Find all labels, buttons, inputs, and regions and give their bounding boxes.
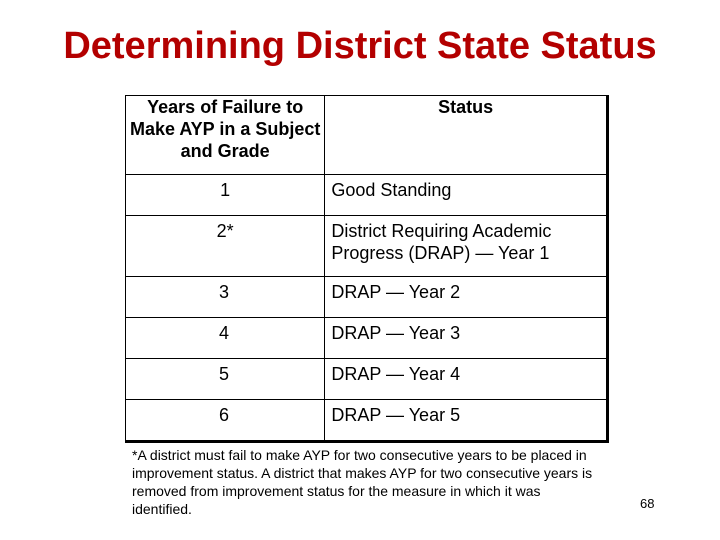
table-row [126, 318, 608, 359]
status-cell: DRAP — Year 5 [325, 400, 608, 442]
status-column-header: Status [325, 96, 608, 175]
status-cell: DRAP — Year 2 [325, 277, 608, 318]
years-cell: 3 [126, 277, 325, 318]
status-cell: Good Standing [325, 175, 608, 216]
status-cell: District Requiring Academic Progress (DRAP) — Year 1 [325, 216, 608, 277]
years-cell: 2* [126, 216, 325, 277]
years-cell: 5 [126, 359, 325, 400]
years-column-header: Years of Failure to Make AYP in a Subject and Grade [126, 96, 325, 175]
table-header-row [126, 96, 608, 175]
table-row [126, 400, 608, 442]
status-cell: DRAP — Year 4 [325, 359, 608, 400]
years-cell: 1 [126, 175, 325, 216]
table-row [126, 216, 608, 277]
table-row [126, 175, 608, 216]
status-cell: DRAP — Year 3 [325, 318, 608, 359]
district-status-table [125, 95, 609, 443]
table-row [126, 359, 608, 400]
table-row [126, 277, 608, 318]
slide-title: Determining District State Status [63, 25, 657, 67]
footnote: *A district must fail to make AYP for two consecutive years to be placed in improvement status. A district that makes AYP for two consecutive years is removed from improvement status for the measure in which it was identified. [132, 447, 593, 517]
page-number: 68 [640, 496, 655, 511]
years-cell: 6 [126, 400, 325, 442]
years-cell: 4 [126, 318, 325, 359]
